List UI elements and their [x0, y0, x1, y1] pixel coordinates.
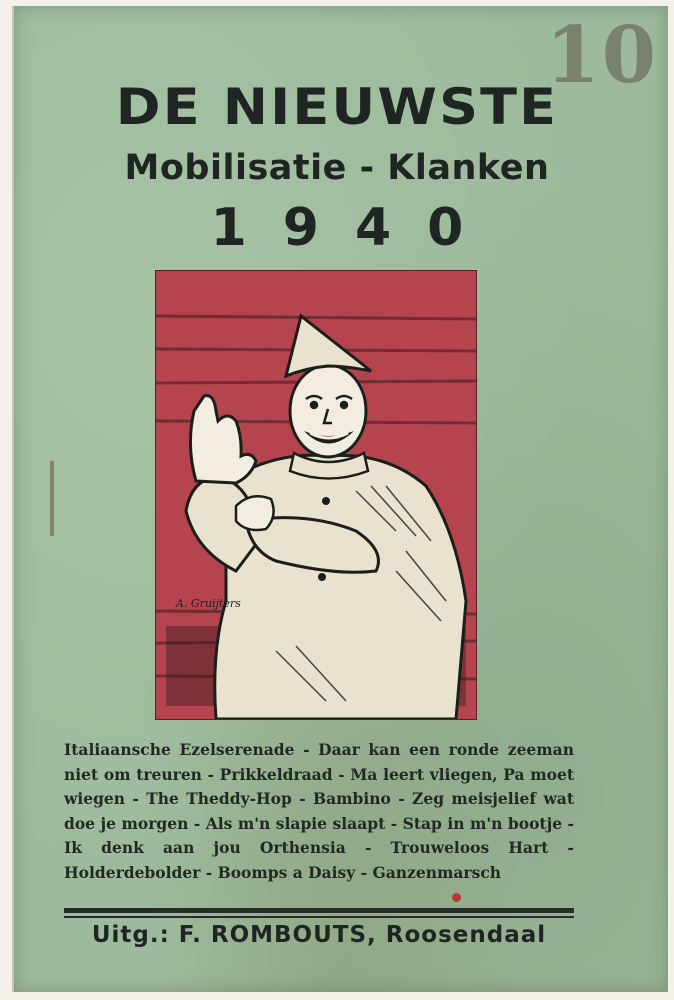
title-year: 1940: [210, 198, 500, 258]
number-stamp: 10: [545, 10, 658, 101]
cover-tear-mark: [50, 461, 54, 536]
red-ink-spot: [452, 893, 461, 902]
song-list: Italiaansche Ezelserenade - Daar kan een ronde zeeman niet om treuren - Prikkeldraad - Ma leert vliegen, Pa moet wiegen - The Theddy-Hop - Bambino - Zeg meisjelief wat doe je morgen - Als m'n slapie slaapt - Stap in m'n bootje - Ik denk aan jou Orthensia - Trouweloos Hart - Holderdebolder - Boomps a Daisy - Ganzenmarsch: [64, 740, 574, 882]
fist: [236, 496, 274, 530]
title-line-1: DE NIEUWSTE: [115, 78, 559, 136]
divider-thick: [64, 908, 574, 913]
soldier-tunic: [215, 455, 466, 719]
divider-thin: [64, 916, 574, 918]
soldier-illustration: [155, 270, 477, 720]
artist-signature: A. Gruijters: [176, 597, 241, 610]
title-line-2: Mobilisatie - Klanken: [124, 148, 550, 188]
publisher-line: Uitg.: F. ROMBOUTS, Roosendaal: [91, 922, 547, 948]
